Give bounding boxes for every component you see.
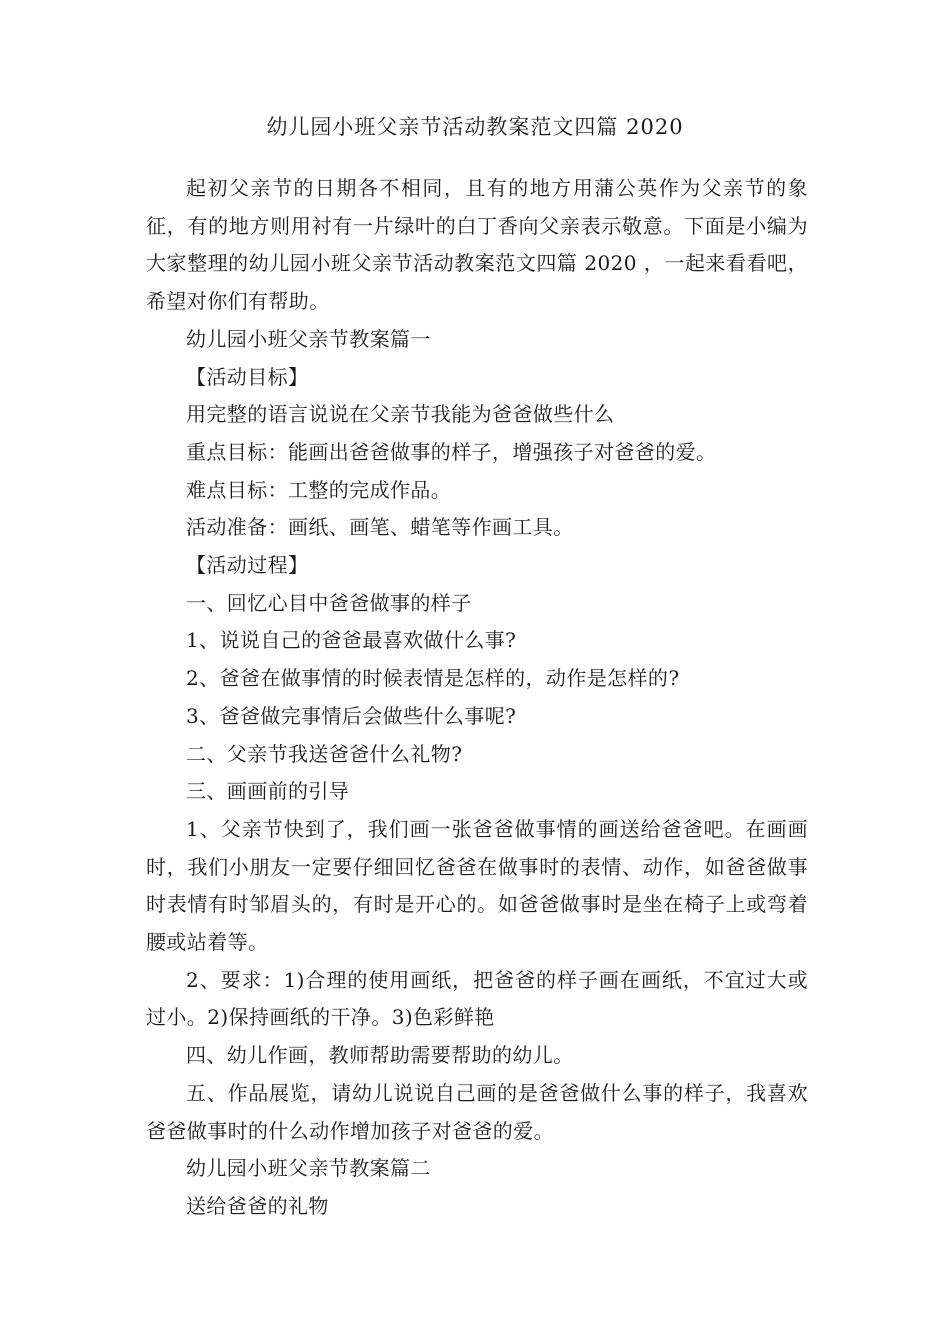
paragraph: 2、爸爸在做事情的时候表情是怎样的，动作是怎样的? (186, 666, 680, 691)
subheading-activity-goals: 【活动目标】 (186, 364, 309, 389)
paragraph: 重点目标：能画出爸爸做事的样子，增强孩子对爸爸的爱。 (186, 439, 717, 464)
paragraph: 五、作品展览，请幼儿说说自己画的是爸爸做什么事的样子，我喜欢爸爸做事时的什么动作增加孩子对爸爸的爱。 (146, 1080, 808, 1143)
paragraph: 1、父亲节快到了，我们画一张爸爸做事情的画送给爸爸吧。在画画时，我们小朋友一定要仔细回忆爸爸在做事时的表情、动作，如爸爸做事时表情有时邹眉头的，有时是开心的。如爸爸做事时是坐在椅子上或弯着腰或站着等。 (146, 816, 808, 955)
paragraph: 1、说说自己的爸爸最喜欢做什么事? (186, 628, 517, 653)
paragraph: 3、爸爸做完事情后会做些什么事呢? (186, 703, 517, 728)
paragraph: 二、父亲节我送爸爸什么礼物? (186, 741, 463, 766)
paragraph-intro: 起初父亲节的日期各不相同，且有的地方用蒲公英作为父亲节的象征，有的地方则用衬有一片绿叶的白丁香向父亲表示敬意。下面是小编为大家整理的幼儿园小班父亲节活动教案范文四篇 2020 ，一起来看看吧，希望对你们有帮助。 (146, 176, 808, 314)
paragraph: 活动准备：画纸、画笔、蜡笔等作画工具。 (186, 515, 574, 540)
paragraph: 四、幼儿作画，教师帮助需要帮助的幼儿。 (186, 1043, 574, 1068)
paragraph: 送给爸爸的礼物 (186, 1193, 329, 1218)
document-title: 幼儿园小班父亲节活动教案范文四篇 2020 (266, 115, 684, 139)
paragraph: 2、要求：1)合理的使用画纸，把爸爸的样子画在画纸，不宜过大或过小。2)保持画纸的干净。3)色彩鲜艳 (146, 967, 808, 1030)
paragraph: 三、画画前的引导 (186, 779, 350, 804)
document-body (146, 170, 808, 1226)
paragraph: 用完整的语言说说在父亲节我能为爸爸做些什么 (186, 402, 615, 427)
paragraph: 一、回忆心目中爸爸做事的样子 (186, 590, 472, 615)
subheading-activity-process: 【活动过程】 (186, 553, 309, 578)
section-heading-lesson-2: 幼儿园小班父亲节教案篇二 (186, 1156, 431, 1181)
section-heading-lesson-1: 幼儿园小班父亲节教案篇一 (186, 326, 431, 351)
paragraph: 难点目标：工整的完成作品。 (186, 477, 452, 502)
